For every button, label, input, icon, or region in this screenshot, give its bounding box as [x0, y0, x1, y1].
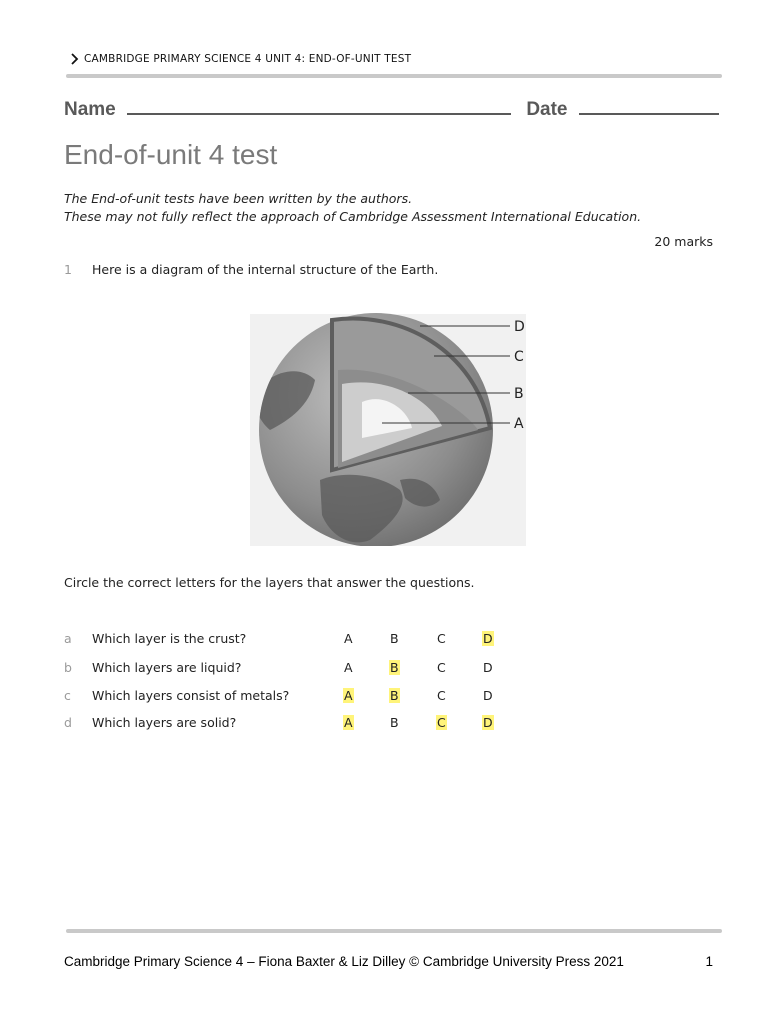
- answer-option-b[interactable]: B: [390, 715, 399, 730]
- part-question-text: Which layers are liquid?: [92, 660, 242, 675]
- page-number: 1: [705, 954, 713, 969]
- footer-credit: Cambridge Primary Science 4 – Fiona Baxter & Liz Dilley © Cambridge University Press 2021: [64, 954, 624, 969]
- part-question-text: Which layers consist of metals?: [92, 688, 290, 703]
- earth-structure-diagram: [250, 310, 530, 546]
- part-question-text: Which layer is the crust?: [92, 631, 247, 646]
- label-a: A: [514, 416, 524, 432]
- intro-line-2: These may not fully reflect the approach of Cambridge Assessment International Education.: [64, 209, 642, 224]
- name-field[interactable]: [127, 99, 511, 115]
- answer-option-d[interactable]: D: [483, 660, 493, 675]
- answer-option-d[interactable]: D: [483, 631, 493, 646]
- name-date-line: [64, 99, 719, 121]
- running-title: CAMBRIDGE PRIMARY SCIENCE 4 UNIT 4: END-OF-UNIT TEST: [84, 53, 412, 65]
- part-letter: d: [64, 715, 72, 730]
- answer-option-d[interactable]: D: [483, 688, 493, 703]
- date-label: Date: [526, 99, 568, 120]
- name-label: Name: [64, 99, 116, 120]
- answer-option-b[interactable]: B: [390, 660, 399, 675]
- running-header: [68, 52, 411, 66]
- chevron-right-icon: [68, 52, 82, 66]
- answer-option-c[interactable]: C: [437, 715, 446, 730]
- instruction-text: Circle the correct letters for the layers that answer the questions.: [64, 575, 475, 590]
- answer-option-b[interactable]: B: [390, 688, 399, 703]
- answer-option-c[interactable]: C: [437, 660, 446, 675]
- answer-option-a[interactable]: A: [344, 631, 353, 646]
- intro-line-1: The End-of-unit tests have been written by the authors.: [64, 191, 413, 206]
- answer-option-c[interactable]: C: [437, 688, 446, 703]
- part-question-text: Which layers are solid?: [92, 715, 237, 730]
- question-text: Here is a diagram of the internal structure of the Earth.: [92, 262, 439, 277]
- question-1: [64, 262, 438, 277]
- label-c: C: [514, 349, 524, 365]
- footer-rule: [66, 929, 722, 933]
- header-rule: [66, 74, 722, 78]
- page-title: End-of-unit 4 test: [64, 139, 278, 170]
- part-letter: b: [64, 660, 72, 675]
- answer-option-b[interactable]: B: [390, 631, 399, 646]
- answer-option-a[interactable]: A: [344, 715, 353, 730]
- answer-option-d[interactable]: D: [483, 715, 493, 730]
- part-letter: a: [64, 631, 72, 646]
- date-field[interactable]: [579, 99, 719, 115]
- label-d: D: [514, 319, 525, 335]
- answer-option-c[interactable]: C: [437, 631, 446, 646]
- part-letter: c: [64, 688, 71, 703]
- label-b: B: [514, 386, 524, 402]
- question-number: 1: [64, 262, 72, 277]
- answer-option-a[interactable]: A: [344, 660, 353, 675]
- total-marks: 20 marks: [654, 234, 713, 249]
- intro-note: [64, 190, 641, 226]
- answer-option-a[interactable]: A: [344, 688, 353, 703]
